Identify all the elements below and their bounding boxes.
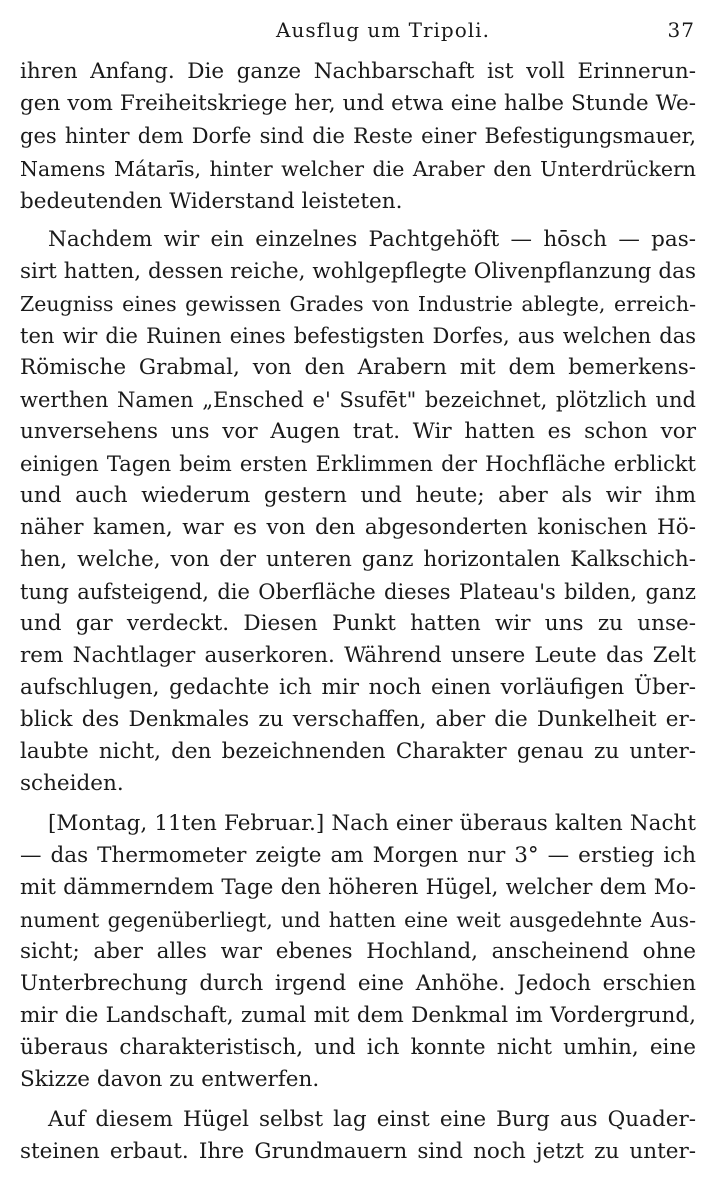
text-line: gen vom Freiheitskriege her, und etwa eine halbe Stunde We- bbox=[20, 91, 696, 116]
text-line: mit dämmerndem Tage den höheren Hügel, welcher dem Mo- bbox=[20, 875, 696, 900]
text-line: näher kamen, war es von den abgesonderten konischen Hö- bbox=[20, 515, 696, 540]
text-line: mir die Landschaft, zumal mit dem Denkmal im Vordergrund, bbox=[20, 1003, 696, 1028]
text-line: Römische Grabmal, von den Arabern mit dem bemerkens- bbox=[20, 355, 696, 380]
text-line: Unterbrechung durch irgend eine Anhöhe. Jedoch erschien bbox=[20, 971, 696, 996]
text-line: überaus charakteristisch, und ich konnte nicht umhin, eine bbox=[20, 1035, 696, 1060]
text-line: Namens Mátarīs, hinter welcher die Araber den Unterdrückern bbox=[20, 157, 696, 181]
text-line: ihren Anfang. Die ganze Nachbarschaft ist voll Erinnerun- bbox=[20, 59, 696, 84]
text-line: scheiden. bbox=[20, 771, 124, 796]
text-line: sirt hatten, dessen reiche, wohlgepflegte Olivenpflanzung das bbox=[20, 259, 696, 284]
text-line: tung aufsteigend, die Oberfläche dieses Plateau's bilden, ganz bbox=[20, 580, 696, 604]
text-line: ges hinter dem Dorfe sind die Reste einer Befestigungsmauer, bbox=[20, 124, 696, 148]
text-line: nument gegenüberliegt, und hatten eine weit ausgedehnte Aus- bbox=[20, 908, 696, 932]
text-line: aufschlugen, gedachte ich mir noch einen vorläufigen Über- bbox=[20, 675, 696, 700]
text-line: ten wir die Ruinen eines befestigsten Dorfes, aus welchen das bbox=[20, 324, 696, 348]
text-line: einigen Tagen beim ersten Erklimmen der Hochfläche erblickt bbox=[20, 452, 696, 476]
text-line: werthen Namen „Ensched e' Ssufēt" bezeichnet, plötzlich und bbox=[20, 388, 696, 412]
running-header bbox=[0, 14, 721, 48]
text-line: unversehens uns vor Augen trat. Wir hatten es schon vor bbox=[20, 419, 696, 444]
text-line: sicht; aber alles war ebenes Hochland, anscheinend ohne bbox=[20, 939, 696, 964]
text-line: — das Thermometer zeigte am Morgen nur 3° — erstieg ich bbox=[20, 843, 696, 868]
text-line: Nachdem wir ein einzelnes Pachtgehöft — hōsch — pas- bbox=[48, 227, 696, 252]
text-line: laubte nicht, den bezeichnenden Charakter genau zu unter- bbox=[20, 739, 696, 764]
text-line: und auch wiederum gestern und heute; aber als wir ihm bbox=[20, 483, 696, 508]
text-line: steinen erbaut. Ihre Grundmauern sind noch jetzt zu unter- bbox=[20, 1139, 696, 1164]
text-line: Zeugniss eines gewissen Grades von Industrie ablegte, erreich- bbox=[20, 292, 696, 316]
text-line: hen, welche, von der unteren ganz horizontalen Kalkschich- bbox=[20, 547, 696, 572]
text-line: Skizze davon zu entwerfen. bbox=[20, 1067, 320, 1092]
text-line: bedeutenden Widerstand leisteten. bbox=[20, 189, 403, 214]
page-number: 37 bbox=[667, 18, 695, 42]
text-line: Auf diesem Hügel selbst lag einst eine Burg aus Quader- bbox=[48, 1107, 696, 1132]
header-title: Ausflug um Tripoli. bbox=[276, 18, 490, 42]
text-line: rem Nachtlager auserkoren. Während unsere Leute das Zelt bbox=[20, 643, 696, 668]
text-line: [Montag, 11ten Februar.] Nach einer überaus kalten Nacht bbox=[48, 811, 696, 836]
text-line: und gar verdeckt. Diesen Punkt hatten wir uns zu unse- bbox=[20, 611, 696, 636]
text-line: blick des Denkmales zu verschaffen, aber die Dunkelheit er- bbox=[20, 707, 696, 732]
